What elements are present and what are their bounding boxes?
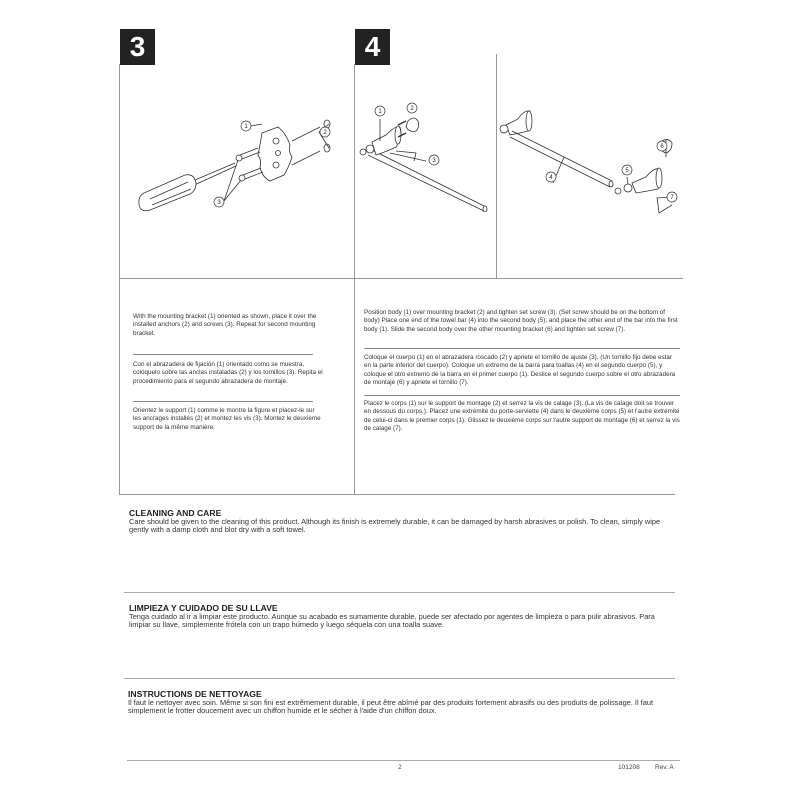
cleaning-care-title-fr: INSTRUCTIONS DE NETTOYAGE — [128, 689, 262, 699]
cleaning-care-body-en: Care should be given to the cleaning of this product. Although its finish is extremely durable, it can be damaged by harsh abrasives or polish. To clean, simply wipe gently with a damp cloth and blot dry with a soft towel. — [129, 517, 661, 535]
divider — [124, 678, 675, 679]
divider — [124, 592, 675, 593]
callout-1: 1 — [378, 109, 382, 116]
divider — [364, 395, 680, 396]
step-4-badge: 4 — [355, 29, 390, 65]
towel-bar-icon — [368, 149, 487, 212]
allen-wrench-icon — [396, 151, 416, 161]
divider — [364, 348, 680, 349]
step-divider — [354, 64, 355, 495]
step-4-instructions-en: Position body (1) over mounting bracket (2) and tighten set screw (3). (Set screw should be on the bottom of body) Place one end of the towel bar (4) into the second body (5), and place the other end of the bar into the first body (1). Slide the second body over the other mounting bracket (6) and tighten set screw (7). — [364, 309, 678, 333]
divider — [133, 354, 313, 355]
body-icon — [360, 126, 401, 155]
screw-icon — [236, 148, 260, 161]
doc-number: 101208 — [618, 764, 640, 771]
callout-5: 5 — [625, 168, 629, 175]
body-icon — [500, 111, 532, 135]
mounting-bracket-icon — [406, 118, 419, 132]
callout-6: 6 — [660, 144, 664, 151]
cleaning-care-body-fr: Il faut le nettoyer avec soin. Même si son fini est extrêmement durable, il peut être abîmé par des produits fortement abrasifs ou des produits de polissage. Il faut simplement le frotter doucement avec un chiffon humide et le sécher à l'aide d'un chiffon doux. — [128, 698, 654, 716]
callout-7: 7 — [670, 195, 674, 202]
screw-icon — [239, 168, 263, 181]
step3-left-border — [119, 64, 120, 495]
callout-3: 3 — [432, 158, 436, 165]
divider — [133, 401, 313, 402]
callout-1: 1 — [244, 124, 248, 131]
cleaning-care-title-en: CLEANING AND CARE — [129, 508, 222, 518]
callout-2: 2 — [410, 106, 414, 113]
towel-bar-icon — [510, 131, 613, 187]
callout-2: 2 — [323, 130, 327, 137]
step-4-instructions-fr: Placez le corps (1) sur le support de montage (2) et serrez la vis de calage (3). (La vis de calage doit se trouver en dessous du corps.). Placez une extrémité du porte-serviette (4) dans le deuxième corps (5) et l'autre extrémité de celui-ci dans le premier corps (1). Glissez le deuxième corps sur l'autre support de montage (6) et serrez la vis de calage (7). — [364, 400, 680, 432]
step-3-instructions-fr: Orientez le support (1) comme le montre la figure et placez-le sur les ancrages installés (2) et montez les vis (3). Montez le deuxième support de la même manière. — [133, 407, 321, 431]
step-4-diagram-b — [494, 105, 689, 225]
step-3-diagram — [130, 105, 345, 220]
diagram-bottom-border — [119, 278, 683, 279]
step-4-diagram-a — [358, 97, 494, 212]
cleaning-care-title-es: LIMPIEZA Y CUIDADO DE SU LLAVE — [129, 603, 278, 613]
revision: Rev. A — [655, 764, 674, 771]
step-3-instructions-es: Con el abrazadera de fijación (1) orientado como se muestra, colóquelo sobre las anclas instaladas (2) y los tornillos (3). Repita el procedimiento para el segundo abrazadera de montaje. — [133, 361, 323, 385]
callout-3: 3 — [217, 200, 221, 207]
cleaning-care-body-es: Tenga cuidado al ir a limpiar este producto. Aunque su acabado es sumamente durable, puede ser afectado por agentes de limpieza o para pulir abrasivos. Para limpiar su llave, simplemente frótela con un trapo húmedo y luego séquela con una toalla suave. — [129, 612, 655, 630]
footer-rule — [127, 760, 680, 761]
step-3-badge: 3 — [120, 29, 155, 65]
page-number: 2 — [398, 764, 402, 771]
step-4-instructions-es: Coloque el cuerpo (1) en el abrazadera roscado (2) y apriete el tornillo de ajuste (3). (Un tornillo fijo debe estar en la parte inferior del cuerpo). Coloque un extremo de la barra para toallas (4) en el segundo cuerpo (5), y coloque el otro extremo de la barra en el primer cuerpo (1). Deslice el segundo cuerpo sobre el otro abrazadera de montaje (6) y apriete el tornillo (7). — [364, 354, 676, 386]
mounting-bracket-icon — [258, 127, 320, 181]
step-3-instructions-en: With the mounting bracket (1) oriented as shown, place it over the installed anchors (2) and screws (3). Repeat for second mounting bracket. — [133, 313, 317, 337]
callout-4: 4 — [549, 175, 553, 182]
steps-bottom-border — [119, 494, 675, 495]
